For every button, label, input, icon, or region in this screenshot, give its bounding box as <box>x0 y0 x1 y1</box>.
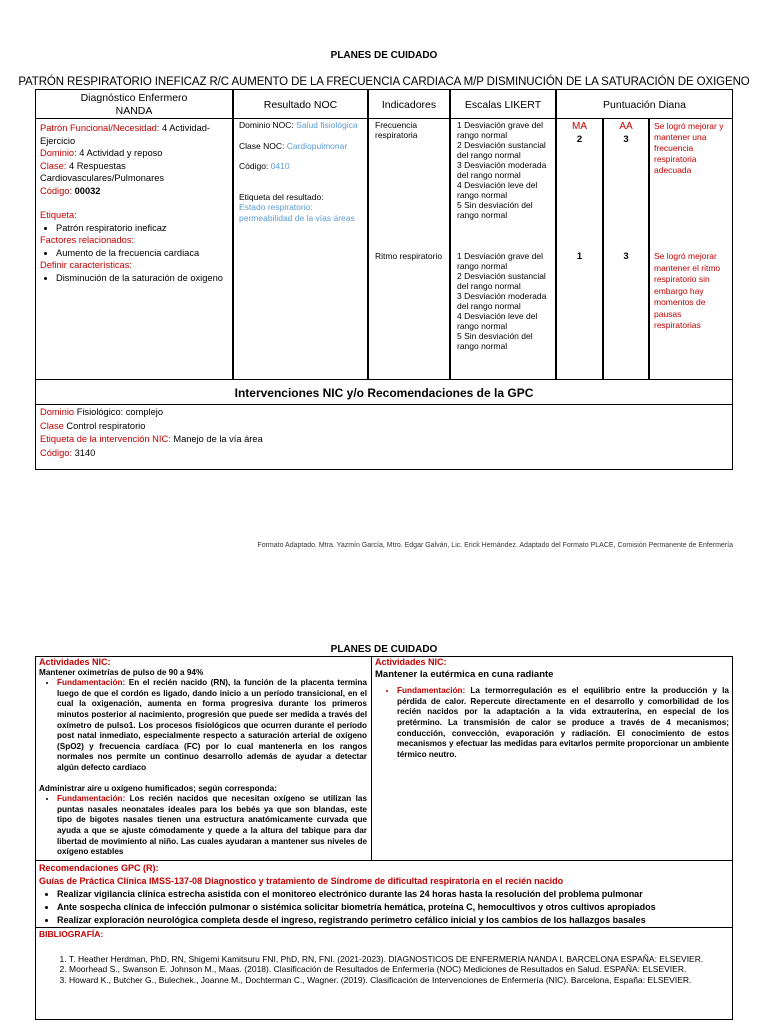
gpc-item-3: • Realizar exploración neurológica completa desde el ingreso, registrando perímetro cefálico inicial y los cambios de los hallazgos basales <box>57 914 729 927</box>
header-diagnostico <box>35 89 233 119</box>
patron-label: Patrón Funcional/Necesidad: <box>40 123 160 133</box>
indicator-1-ma: 2 <box>576 134 583 145</box>
header-nanda-label: NANDA <box>115 105 153 117</box>
indicator-1-comment: Se logró mejorar y mantener una frecuencia respiratoria adecuada <box>654 121 724 175</box>
nic-etiqueta-label: Etiqueta de la intervención NIC: <box>40 434 171 444</box>
page1-title: PLANES DE CUIDADO <box>330 50 438 61</box>
biblio-block <box>39 929 729 985</box>
indicator-2-ma: 1 <box>576 251 583 262</box>
likert-2-4: 4 Desviación leve del rango normal <box>457 311 538 331</box>
nic-clase-value: Control respiratorio <box>63 420 146 431</box>
gpc-guide: Guías de Práctica Clínica IMSS-137-08 Diagnostico y tratamiento de Síndrome de dificultad respiratoria en el recién nacido <box>39 876 564 886</box>
gpc-item-2: • Ante sospecha clínica de infección pulmonar o sistémica solicitar biometría hemática, proteína C, hemocultivos y otros cultivos apropiados <box>57 901 729 914</box>
biblio-item-1: 1. T. Heather Herdman, PhD, RN, Shigemi Kamitsuru FNI, PhD, RN, FNI. (2021-2023). DIAGNOSTICOS DE ENFERMERIA NANDA I. BARCELONA ESPAÑA: ELSEVIER. <box>69 954 729 965</box>
left-fund-label-2: Fundamentación: <box>57 794 126 804</box>
header-diag-label: Diagnóstico Enfermero <box>80 92 188 104</box>
indicator-2-comment: Se logró mejorar mantener el ritmo respiratorio sin embargo hay momentos de pausas respiratorias <box>654 251 721 330</box>
noc-clase-value: Cardiopulmonar <box>284 140 348 151</box>
nic-content <box>40 406 730 460</box>
page1-footer: Formato Adaptado. Mtra. Yazmín García, Mtro. Edgar Galván, Lic. Erick Hernández. Adaptado del Formato PLACE, Comisión Permanente de Enfermería <box>257 542 733 549</box>
indicator-1-scale <box>457 120 553 220</box>
noc-dominio-value: Salud fisiológica <box>293 120 358 130</box>
right-activities <box>375 657 729 760</box>
nic-etiqueta-value: Manejo de la vía área <box>170 434 263 444</box>
right-activities-header: Actividades NIC: <box>375 657 447 667</box>
noc-etiqueta-value: Estado respiratorio: permeabilidad de la vías áreas <box>239 202 355 223</box>
left-fund-1: En el recién nacido (RN), la función de la placenta termina luego de que el cordón es ligado, dando inicio a un período transicional, en el cual la oxigenación, aumenta en forma progresiva durante los primeros minutos posterior al nacimiento, progresión que puede ser medida a través del oxímetro de pulso1. Los procesos fisiológicos que ocurren durante el período post natal inmediato, especialmente respecto a saturación arterial de oxígeno (SpO2) y frecuencia cardíaca (FC) por lo cual mantenerla en los rangos normales nos permite un continuo desarrollo además de ayudar a detectar algún defecto cardiaco <box>57 678 367 772</box>
col-ma <box>556 118 603 380</box>
right-fund-label: Fundamentación: <box>397 686 466 696</box>
gpc-item-1: • Realizar vigilancia clínica estrecha asistida con el monitoreo electrónico durante las 24 horas hasta la resolución del problema pulmonar <box>57 888 729 901</box>
patron-value: 4 Actividad-Ejercicio <box>40 123 211 146</box>
dominio-label: Dominio: <box>40 148 77 158</box>
ma-label: MA <box>572 121 587 132</box>
indicator-1-aa: 3 <box>623 134 629 145</box>
nic-dominio-value: Fisiológico: complejo <box>74 407 163 417</box>
likert-2-5: 5 Sin desviación del rango normal <box>457 331 533 351</box>
etiqueta-item: • Patrón respiratorio ineficaz <box>56 222 230 235</box>
col-aa <box>603 118 649 380</box>
clase-label: Clase: <box>40 160 67 171</box>
header-indicadores: Indicadores <box>368 89 450 119</box>
indicator-2-name: Ritmo respiratorio <box>375 251 443 261</box>
header-likert: Escalas LIKERT <box>450 89 556 119</box>
noc-dominio-label: Dominio NOC: <box>239 120 294 130</box>
factores-item: • Aumento de la frecuencia cardiaca <box>56 247 230 260</box>
codigo-label: Código: <box>40 185 73 196</box>
indicator-1-name: Frecuencia respiratoria <box>375 120 418 140</box>
biblio-item-3: 3. Howard K., Butcher G., Bulechek., Joanne M., Dochterman C., Wagner. (2019). Clasificación de Intervenciones de Enfermería (NIC). Barcelona, España: ELSEVIER. <box>69 975 729 986</box>
header-noc: Resultado NOC <box>233 89 368 119</box>
caract-label: Definir características: <box>40 260 132 270</box>
noc-codigo-value: 0410 <box>268 161 290 171</box>
noc-clase-label: Clase NOC: <box>239 140 285 151</box>
indicator-2-aa: 3 <box>623 251 629 262</box>
likert-1-4: 4 Desviación leve del rango normal <box>457 180 538 200</box>
caract-item: • Disminución de la saturación de oxigeno <box>56 272 230 285</box>
aa-label: AA <box>619 121 633 132</box>
nic-codigo-label: Código: <box>40 447 73 458</box>
noc-etiqueta-label: Etiqueta del resultado: <box>239 191 324 202</box>
page1-subtitle: PATRÓN RESPIRATORIO INEFICAZ R/C AUMENTO DE LA FRECUENCIA CARDIACA M/P DISMINUCIÓN DE LA SATURACIÓN DE OXIGENO <box>18 76 750 88</box>
gpc-header: Recomendaciones GPC (R): <box>39 863 159 873</box>
noc-content <box>239 120 365 223</box>
likert-1-3: 3 Desviación moderada del rango normal <box>457 160 547 180</box>
biblio-item-2: 2. Moorhead S., Swanson E. Johnson M., Maas. (2018). Clasificación de Resultados de Enfermería (NOC) Mediciones de Resultados en Salud. ESPAÑA: ELSEVIER. <box>69 964 729 975</box>
indicator-2-scale <box>457 251 553 351</box>
left-activities-header: Actividades NIC: <box>39 657 111 667</box>
factores-label: Factores relacionados: <box>40 235 135 245</box>
likert-2-1: 1 Desviación grave del rango normal <box>457 251 543 271</box>
col-indicadores <box>368 118 450 380</box>
gpc-block <box>39 862 729 927</box>
right-fund-1: La termorregulación es el equilibrio entre la producción y la pérdida de calor. Repercute directamente en el desarrollo y comorbilidad de los recién nacidos por la adaptación a la vida extrauterina, en especial de los pretérmino. La transmisión de calor se produce a través de 4 mecanismos; conducción, convección, evaporación y radiación. El conocimiento de estos mecanismos y efectuar las medidas para evitarlos permite proporcionar un ambiente térmico neutro. <box>397 686 729 759</box>
left-fund-label-1: Fundamentación: <box>57 678 126 688</box>
right-activity-1: Mantener la eutérmica en cuna radiante <box>375 668 554 680</box>
likert-2-3: 3 Desviación moderada del rango normal <box>457 291 547 311</box>
left-activities <box>39 657 367 858</box>
dominio-value: 4 Actividad y reposo <box>76 148 163 158</box>
likert-1-2: 2 Desviación sustancial del rango normal <box>457 140 546 160</box>
nic-dominio-label: Dominio <box>40 407 75 417</box>
nic-clase-label: Clase <box>40 420 64 431</box>
likert-1-1: 1 Desviación grave del rango normal <box>457 120 543 140</box>
left-fund-2: Los recién nacidos que necesitan oxígeno se utilizan las puntas nasales neonatales ideales para los bebés ya que son blandas, este tipo de bigotes nasales tienen una estructura anatómicamente curvada que ayuda a que se ajuste cómodamente y quede a la altura del tabique para dar libertad de movimiento al niño. Las cuales ayudaran a mantener sus niveles de oxígeno estables <box>57 794 367 857</box>
codigo-value: 00032 <box>72 185 101 196</box>
interventions-title: Intervenciones NIC y/o Recomendaciones de la GPC <box>35 379 733 405</box>
biblio-header: BIBLIOGRAFÍA: <box>39 929 104 939</box>
nanda-content <box>40 122 230 284</box>
noc-codigo-label: Código: <box>239 161 269 171</box>
clase-value: 4 Respuestas Cardiovasculares/Pulmonares <box>40 160 165 183</box>
nic-codigo-value: 3140 <box>72 447 96 458</box>
header-diana: Puntuación Diana <box>556 89 733 119</box>
likert-1-5: 5 Sin desviación del rango normal <box>457 200 533 220</box>
likert-2-2: 2 Desviación sustancial del rango normal <box>457 271 546 291</box>
page2-title: PLANES DE CUIDADO <box>330 644 438 655</box>
left-activity-2: Administrar aire u oxígeno humificados; según corresponda: <box>39 783 277 793</box>
left-activity-1: Mantener oximetrías de pulso de 90 a 94% <box>39 667 204 677</box>
etiqueta-label: Etiqueta: <box>40 210 77 220</box>
